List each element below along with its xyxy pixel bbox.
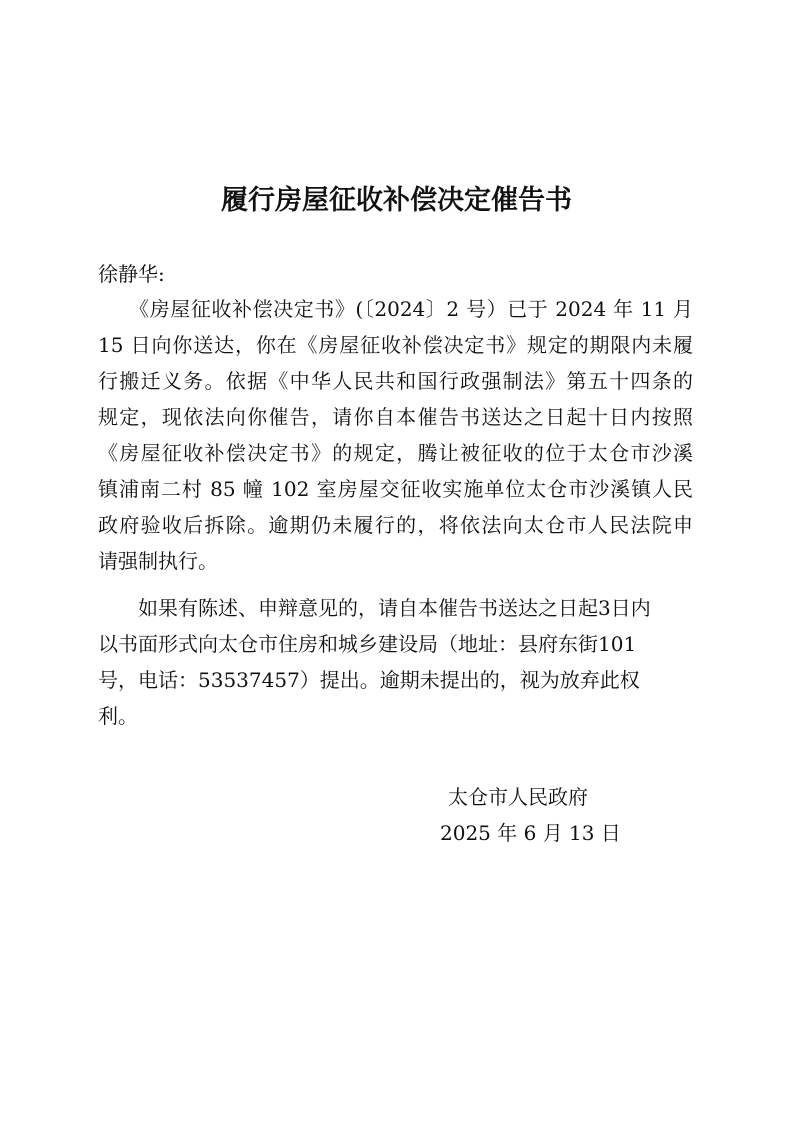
paragraph2-line: 号，电话：53537457）提出。逾期未提出的，视为放弃此权 [98,668,640,692]
signature-date: 2025 年 6 月 13 日 [440,821,621,845]
paragraph1-line: 镇浦南二村 85 幢 102 室房屋交征收实施单位太仓市沙溪镇人民 [98,477,693,501]
paragraph1-line: 《房屋征收补偿决定书》(〔2024〕2 号）已于 2024 年 11 月 [98,297,693,321]
paragraph2-line: 以书面形式向太仓市住房和城乡建设局（地址：县府东街101 [98,632,637,656]
paragraph1-line: 请强制执行。 [98,549,218,573]
signature-organization: 太仓市人民政府 [448,785,588,809]
paragraph1-line: 规定，现依法向你催告，请你自本催告书送达之日起十日内按照 [98,405,693,429]
paragraph1-line: 《房屋征收补偿决定书》的规定，腾让被征收的位于太仓市沙溪 [98,441,693,465]
paragraph1-line: 行搬迁义务。依据《中华人民共和国行政强制法》第五十四条的 [98,369,693,393]
addressee: 徐静华: [98,262,165,286]
paragraph1-line: 政府验收后拆除。逾期仍未履行的，将依法向太仓市人民法院申 [98,513,693,537]
paragraph2-line: 利。 [98,704,138,728]
document-title: 履行房屋征收补偿决定催告书 [221,185,572,216]
paragraph2-line: 如果有陈述、申辩意见的，请自本催告书送达之日起3日内 [98,596,651,620]
paragraph1-line: 15 日向你送达，你在《房屋征收补偿决定书》规定的期限内未履 [98,333,693,357]
